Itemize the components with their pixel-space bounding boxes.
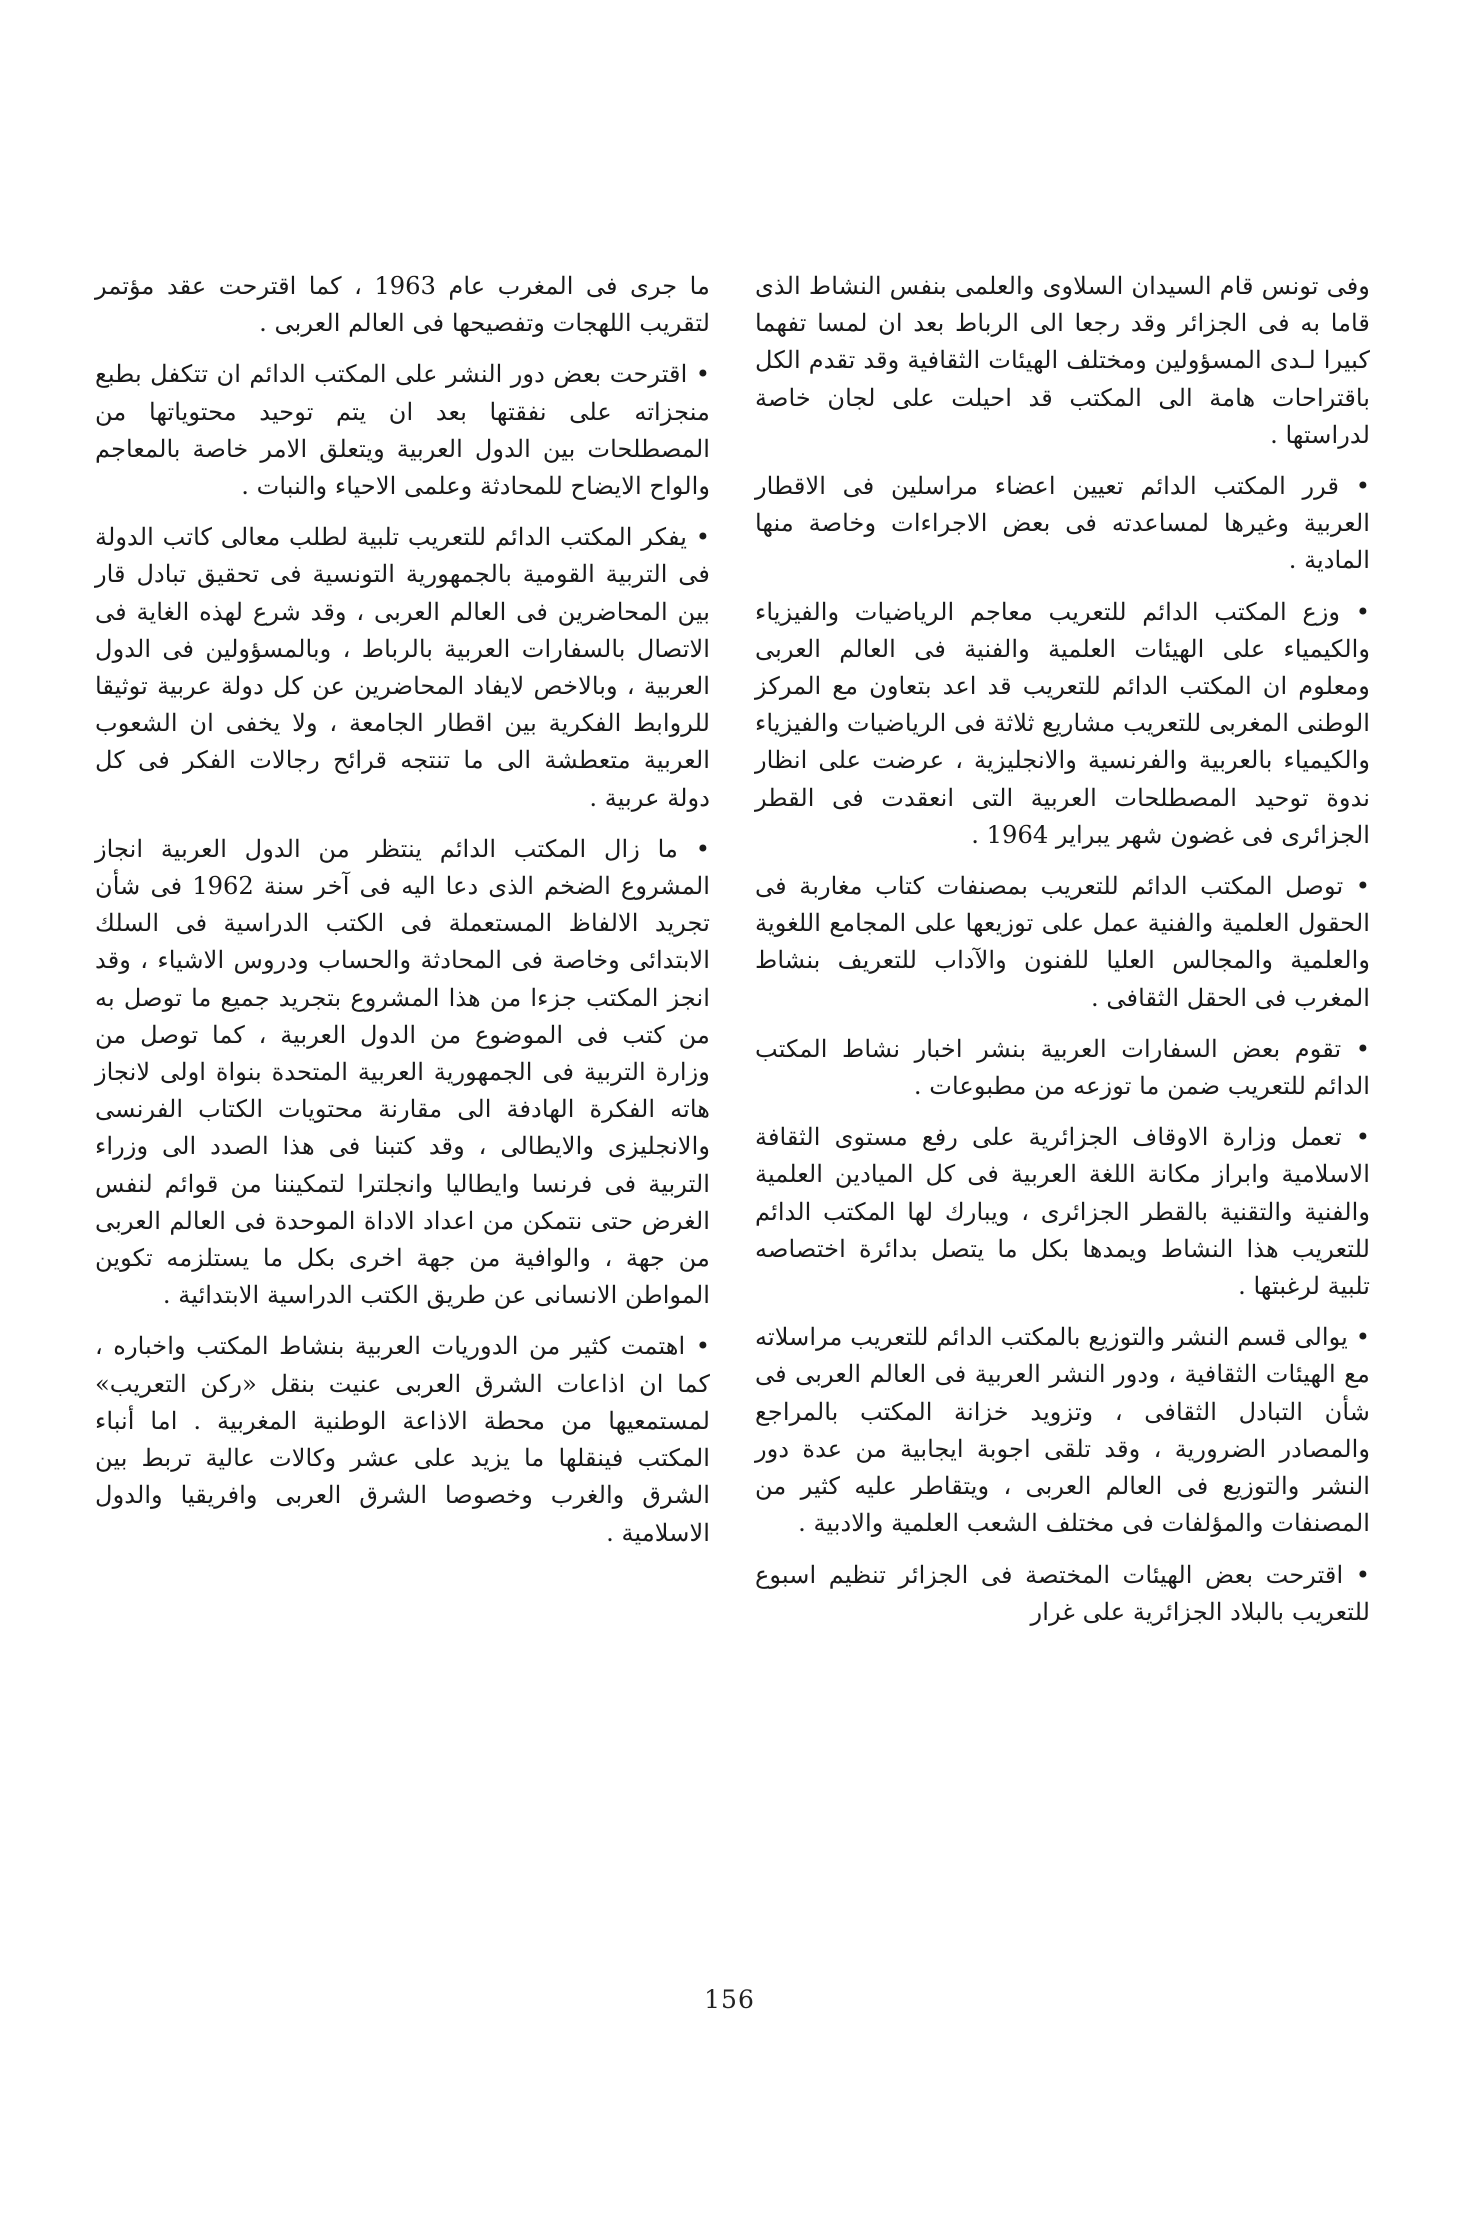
paragraph: • يفكر المكتب الدائم للتعريب تلبية لطلب معالى كاتب الدولة فى التربية القومية بالجمهورية التونسية فى تحقيق تبادل قار بين المحاضرين فى العالم العربى ، وقد شرع لهذه الغاية فى الاتصال بالسفارات العربية بالرباط ، وبالمسؤولين فى الدول العربية ، وبالاخص لايفاد المحاضرين عن كل دولة عربية توثيقا للروابط الفكرية بين اقطار الجامعة ، ولا يخفى ان الشعوب العربية متعطشة الى ما تنتجه قرائح رجالات الفكر فى كل دولة عربية .: [95, 523, 710, 812]
left-column: [95, 268, 710, 1566]
page-number: 156: [704, 1985, 755, 2014]
paragraph: ما جرى فى المغرب عام 1963 ، كما اقترحت عقد مؤتمر لتقريب اللهجات وتفصيحها فى العالم العربى .: [95, 272, 711, 338]
paragraph: • يوالى قسم النشر والتوزيع بالمكتب الدائم للتعريب مراسلاته مع الهيئات الثقافية ، ودور النشر العربية فى العالم العربى فى شأن التبادل الثقافى ، وتزويد خزانة المكتب بالمراجع والمصادر الضرورية ، وقد تلقى اجوبة ايجابية من عدة دور النشر والتوزيع فى العالم العربى ، ويتقاطر عليه كثير من المصنفات والمؤلفات فى مختلف الشعب العلمية والادبية .: [755, 1323, 1370, 1538]
paragraph: • اهتمت كثير من الدوريات العربية بنشاط المكتب واخباره ، كما ان اذاعات الشرق العربى عنيت بنقل «ركن التعريب» لمستمعيها من محطة الاذاعة الوطنية المغربية . اما أنباء المكتب فينقلها ما يزيد على عشر وكالات عالية تربط بين الشرق والغرب وخصوصا الشرق العربى وافريقيا والدول الاسلامية .: [95, 1332, 710, 1547]
paragraph: • اقترحت بعض الهيئات المختصة فى الجزائر تنظيم اسبوع للتعريب بالبلاد الجزائرية على غرار: [755, 1560, 1370, 1626]
paragraph: • تعمل وزارة الاوقاف الجزائرية على رفع مستوى الثقافة الاسلامية وابراز مكانة اللغة العربية فى كل الميادين العلمية والفنية والتقنية بالقطر الجزائرى ، ويبارك لها المكتب الدائم للتعريب هذا النشاط ويمدها بكل ما يتصل بدائرة اختصاصه تلبية لرغبتها .: [755, 1123, 1370, 1301]
paragraph: • توصل المكتب الدائم للتعريب بمصنفات كتاب مغاربة فى الحقول العلمية والفنية عمل على توزيعها على المجامع اللغوية والعلمية والمجالس العليا للفنون والآداب للتعريف بنشاط المغرب فى الحقل الثقافى .: [755, 872, 1370, 1012]
right-column: [755, 268, 1370, 1645]
paragraph: وفى تونس قام السيدان السلاوى والعلمى بنفس النشاط الذى قاما به فى الجزائر وقد رجعا الى الرباط بعد ان لمسا تفهما كبيرا لـدى المسؤولين ومختلف الهيئات الثقافية وقد تقدم الكل باقتراحات هامة الى المكتب قد احيلت على لجان خاصة لدراستها .: [755, 272, 1370, 449]
paragraph: • ما زال المكتب الدائم ينتظر من الدول العربية انجاز المشروع الضخم الذى دعا اليه فى آخر سنة 1962 فى شأن تجريد الالفاظ المستعملة فى الكتب الدراسية فى السلك الابتدائى وخاصة فى المحادثة والحساب ودروس الاشياء ، وقد انجز المكتب جزءا من هذا المشروع بتجريد جميع ما توصل به من كتب فى الموضوع من الدول العربية ، كما توصل من وزارة التربية فى الجمهورية العربية المتحدة بنواة اولى لانجاز هاته الفكرة الهادفة الى مقارنة محتويات الكتاب الفرنسى والانجليزى والايطالى ، وقد كتبنا فى هذا الصدد الى وزراء التربية فى فرنسا وايطاليا وانجلترا لتمكيننا من قوائم لنفس الغرض حتى نتمكن من اعداد الاداة الموحدة فى العالم العربى من جهة ، والوافية من جهة اخرى بكل ما يستلزمه تكوين المواطن الانسانى عن طريق الكتب الدراسية الابتدائية .: [95, 834, 711, 1310]
paragraph: • تقوم بعض السفارات العربية بنشر اخبار نشاط المكتب الدائم للتعريب ضمن ما توزعه من مطبوعات .: [755, 1034, 1370, 1101]
paragraph: • قرر المكتب الدائم تعيين اعضاء مراسلين فى الاقطار العربية وغيرها لمساعدته فى بعض الاجراءات وخاصة منها المادية .: [755, 472, 1370, 575]
paragraph: • وزع المكتب الدائم للتعريب معاجم الرياضيات والفيزياء والكيمياء على الهيئات العلمية والفنية فى العالم العربى ومعلوم ان المكتب الدائم للتعريب قد اعد بتعاون مع المركز الوطنى المغربى للتعريب مشاريع ثلاثة فى الرياضيات والفيزياء والكيمياء بالعربية والفرنسية والانجليزية ، عرضت على انظار ندوة توحيد المصطلحات العربية التى انعقدت فى القطر الجزائرى فى غضون شهر يبراير 1964 .: [755, 597, 1370, 849]
paragraph: • اقترحت بعض دور النشر على المكتب الدائم ان تتكفل بطبع منجزاته على نفقتها بعد ان يتم توحيد محتوياتها من المصطلحات بين الدول العربية ويتعلق الامر خاصة بالمعاجم والواح الايضاح للمحادثة وعلمى الاحياء والنبات .: [95, 360, 710, 501]
